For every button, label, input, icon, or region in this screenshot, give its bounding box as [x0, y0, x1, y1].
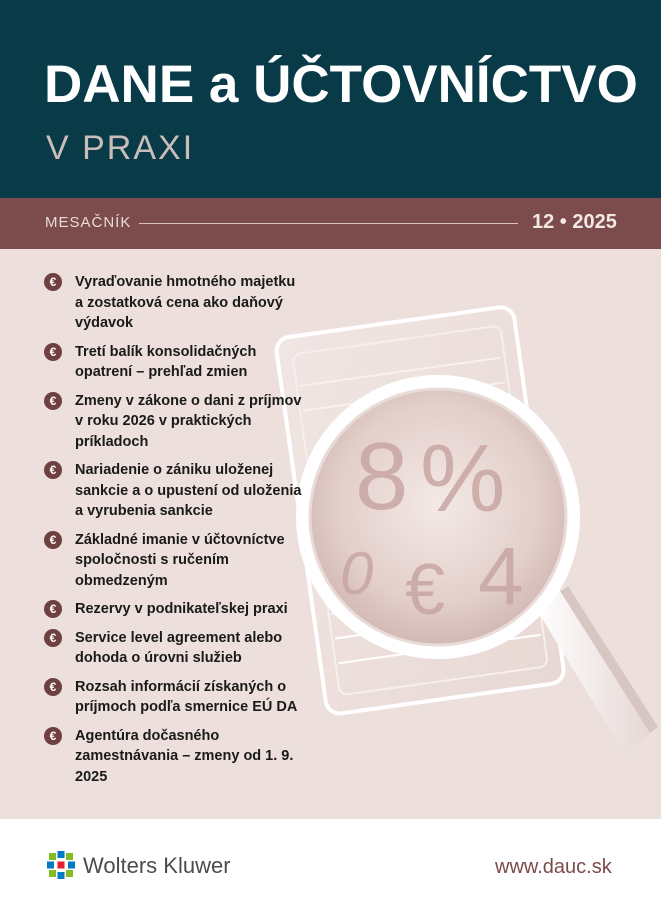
list-item[interactable]	[44, 391, 304, 453]
publisher-name[interactable]: Wolters Kluwer	[83, 853, 231, 878]
euro-icon: €	[44, 343, 62, 361]
contents-list	[44, 272, 304, 795]
list-item-text: Nariadenie o zániku uloženej sankcie a o upustení od uloženia a vyrubenia sankcie	[75, 462, 302, 519]
list-item-text: Rezervy v podnikateľskej praxi	[75, 601, 288, 617]
magnified-char: 4	[478, 531, 524, 622]
list-item[interactable]	[44, 342, 304, 383]
list-item[interactable]	[44, 272, 304, 334]
list-item[interactable]	[44, 460, 304, 522]
euro-icon: €	[44, 678, 62, 696]
list-item-text: Zmeny v zákone o dani z príjmov v roku 2026 v praktických príkladoch	[75, 392, 302, 450]
euro-icon: €	[44, 392, 62, 410]
magnified-char: €	[405, 550, 446, 630]
list-item[interactable]	[44, 677, 304, 718]
list-item-text: Rozsah informácií získaných o príjmoch podľa smernice EÚ DA	[75, 678, 298, 715]
list-item[interactable]	[44, 530, 304, 592]
cover-header	[0, 0, 661, 198]
list-item-text: Agentúra dočasného zamestnávania – zmeny od 1. 9. 2025	[75, 727, 294, 785]
euro-icon: €	[44, 727, 62, 745]
list-item[interactable]	[44, 599, 304, 620]
list-item-text: Základné imanie v účtovníctve spoločnosti s ručením obmedzeným	[75, 531, 285, 589]
magnified-char: 0	[340, 540, 374, 607]
issue-number: 12 • 2025	[532, 211, 617, 233]
euro-icon: €	[44, 273, 62, 291]
cover-footer	[0, 819, 661, 909]
list-item-text: Vyraďovanie hmotného majetku a zostatková cena ako daňový výdavok	[75, 274, 296, 331]
magazine-subtitle: V PRAXI	[46, 129, 195, 167]
magazine-title: DANE a ÚČTOVNÍCTVO	[44, 55, 638, 114]
band-divider	[139, 223, 518, 224]
website-link[interactable]: www.dauc.sk	[495, 856, 612, 878]
list-item[interactable]	[44, 726, 304, 788]
euro-icon: €	[44, 629, 62, 647]
wolters-kluwer-logo-icon[interactable]	[45, 849, 77, 881]
euro-icon: €	[44, 531, 62, 549]
issue-band	[0, 198, 661, 249]
list-item[interactable]	[44, 628, 304, 669]
list-item-text: Tretí balík konsolidačných opatrení – prehľad zmien	[75, 343, 257, 380]
frequency-label: MESAČNÍK	[45, 214, 132, 231]
magnified-char: 8	[355, 423, 409, 530]
magnified-char: %	[420, 425, 506, 532]
euro-icon: €	[44, 461, 62, 479]
euro-icon: €	[44, 600, 62, 618]
list-item-text: Service level agreement alebo dohoda o úrovni služieb	[75, 629, 283, 666]
